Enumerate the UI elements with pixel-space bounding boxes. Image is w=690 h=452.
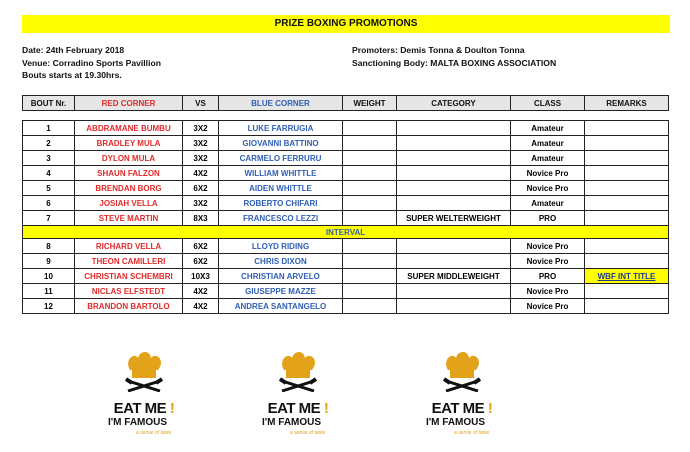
interval-label: INTERVAL (23, 226, 669, 239)
weight (343, 196, 397, 211)
fight-card-header (22, 95, 669, 111)
remarks (585, 166, 669, 181)
weight (343, 121, 397, 136)
col-vs: VS (183, 96, 219, 111)
table-row (23, 211, 669, 226)
bout-number: 2 (23, 136, 75, 151)
remarks (585, 211, 669, 226)
bout-number: 4 (23, 166, 75, 181)
event-venue: Venue: Corradino Sports Pavillion (22, 57, 161, 68)
category (397, 239, 511, 254)
weight (343, 151, 397, 166)
col-blue-corner: BLUE CORNER (219, 96, 343, 111)
bout-number: 11 (23, 284, 75, 299)
chef-hat-icon (276, 348, 320, 392)
sponsor-tagline: a sense of taste (136, 430, 172, 436)
class: PRO (511, 269, 585, 284)
red-corner-boxer: RICHARD VELLA (75, 239, 183, 254)
red-corner-boxer: JOSIAH VELLA (75, 196, 183, 211)
class: Amateur (511, 151, 585, 166)
class: Novice Pro (511, 254, 585, 269)
chef-hat-icon (440, 348, 484, 392)
bout-number: 5 (23, 181, 75, 196)
table-row (23, 269, 669, 284)
bout-number: 10 (23, 269, 75, 284)
blue-corner-boxer: CHRIS DIXON (219, 254, 343, 269)
red-corner-boxer: SHAUN FALZON (75, 166, 183, 181)
sponsor-subtitle: I'M FAMOUS (108, 417, 168, 428)
class: Novice Pro (511, 181, 585, 196)
weight (343, 136, 397, 151)
rounds: 3X2 (183, 151, 219, 166)
red-corner-boxer: NICLAS ELFSTEDT (75, 284, 183, 299)
sponsor-name: EAT ME ! (113, 400, 175, 417)
interval-row (23, 226, 669, 239)
weight (343, 239, 397, 254)
weight (343, 166, 397, 181)
remarks: WBF INT TITLE (585, 269, 669, 284)
bout-number: 1 (23, 121, 75, 136)
table-row (23, 284, 669, 299)
rounds: 4X2 (183, 284, 219, 299)
sponsor-logo (98, 348, 190, 446)
bout-number: 3 (23, 151, 75, 166)
col-remarks: REMARKS (585, 96, 669, 111)
event-date: Date: 24th February 2018 (22, 45, 125, 55)
rounds: 4X2 (183, 299, 219, 314)
red-corner-boxer: THEON CAMILLERI (75, 254, 183, 269)
remarks (585, 196, 669, 211)
sponsor-name: EAT ME ! (267, 400, 329, 417)
event-start-time: Bouts starts at 19.30hrs. (22, 70, 122, 80)
weight (343, 181, 397, 196)
rounds: 6X2 (183, 181, 219, 196)
sponsor-subtitle: I'M FAMOUS (262, 417, 322, 428)
red-corner-boxer: DYLON MULA (75, 151, 183, 166)
weight (343, 269, 397, 284)
remarks (585, 239, 669, 254)
table-row (23, 136, 669, 151)
col-bout-nr: BOUT Nr. (23, 96, 75, 111)
bout-number: 12 (23, 299, 75, 314)
bout-number: 9 (23, 254, 75, 269)
fight-card-table (22, 120, 669, 314)
red-corner-boxer: BRENDAN BORG (75, 181, 183, 196)
bout-number: 8 (23, 239, 75, 254)
col-class: CLASS (511, 96, 585, 111)
blue-corner-boxer: CHRISTIAN ARVELO (219, 269, 343, 284)
bout-number: 6 (23, 196, 75, 211)
rounds: 3X2 (183, 136, 219, 151)
remarks (585, 284, 669, 299)
weight (343, 284, 397, 299)
class: Amateur (511, 196, 585, 211)
blue-corner-boxer: GIOVANNI BATTINO (219, 136, 343, 151)
rounds: 6X2 (183, 254, 219, 269)
weight (343, 211, 397, 226)
red-corner-boxer: STEVE MARTIN (75, 211, 183, 226)
rounds: 6X2 (183, 239, 219, 254)
class: Amateur (511, 121, 585, 136)
organizer-info (352, 44, 556, 69)
blue-corner-boxer: ANDREA SANTANGELO (219, 299, 343, 314)
red-corner-boxer: CHRISTIAN SCHEMBRI (75, 269, 183, 284)
blue-corner-boxer: WILLIAM WHITTLE (219, 166, 343, 181)
page-title: PRIZE BOXING PROMOTIONS (22, 15, 670, 33)
sponsor-logo (252, 348, 344, 446)
table-row (23, 254, 669, 269)
category (397, 284, 511, 299)
sponsor-tagline: a sense of taste (290, 430, 326, 436)
weight (343, 254, 397, 269)
sponsor-name: EAT ME ! (431, 400, 493, 417)
remarks (585, 254, 669, 269)
class: Novice Pro (511, 166, 585, 181)
blue-corner-boxer: CARMELO FERRURU (219, 151, 343, 166)
remarks (585, 181, 669, 196)
col-weight: WEIGHT (343, 96, 397, 111)
category (397, 181, 511, 196)
bout-number: 7 (23, 211, 75, 226)
red-corner-boxer: BRADLEY MULA (75, 136, 183, 151)
col-category: CATEGORY (397, 96, 511, 111)
category (397, 166, 511, 181)
promoters: Promoters: Demis Tonna & Doulton Tonna (352, 45, 525, 55)
chef-hat-icon (122, 348, 166, 392)
rounds: 8X3 (183, 211, 219, 226)
class: Novice Pro (511, 299, 585, 314)
category (397, 136, 511, 151)
sponsor-logo (416, 348, 508, 446)
class: Novice Pro (511, 239, 585, 254)
red-corner-boxer: ABDRAMANE BUMBU (75, 121, 183, 136)
rounds: 3X2 (183, 121, 219, 136)
remarks (585, 299, 669, 314)
class: Amateur (511, 136, 585, 151)
remarks (585, 151, 669, 166)
category (397, 196, 511, 211)
blue-corner-boxer: LUKE FARRUGIA (219, 121, 343, 136)
rounds: 4X2 (183, 166, 219, 181)
weight (343, 299, 397, 314)
red-corner-boxer: BRANDON BARTOLO (75, 299, 183, 314)
category (397, 254, 511, 269)
blue-corner-boxer: ROBERTO CHIFARI (219, 196, 343, 211)
rounds: 3X2 (183, 196, 219, 211)
sanctioning-body: Sanctioning Body: MALTA BOXING ASSOCIATION (352, 57, 557, 68)
blue-corner-boxer: LLOYD RIDING (219, 239, 343, 254)
blue-corner-boxer: GIUSEPPE MAZZE (219, 284, 343, 299)
remarks (585, 121, 669, 136)
category: SUPER WELTERWEIGHT (397, 211, 511, 226)
blue-corner-boxer: FRANCESCO LEZZI (219, 211, 343, 226)
sponsor-subtitle: I'M FAMOUS (426, 417, 486, 428)
table-row (23, 166, 669, 181)
table-row (23, 299, 669, 314)
category: SUPER MIDDLEWEIGHT (397, 269, 511, 284)
category (397, 121, 511, 136)
event-info (22, 44, 161, 82)
table-row (23, 239, 669, 254)
blue-corner-boxer: AIDEN WHITTLE (219, 181, 343, 196)
category (397, 299, 511, 314)
col-red-corner: RED CORNER (75, 96, 183, 111)
table-row (23, 121, 669, 136)
table-row (23, 196, 669, 211)
class: Novice Pro (511, 284, 585, 299)
rounds: 10X3 (183, 269, 219, 284)
category (397, 151, 511, 166)
class: PRO (511, 211, 585, 226)
table-row (23, 181, 669, 196)
sponsor-tagline: a sense of taste (454, 430, 490, 436)
table-row (23, 151, 669, 166)
remarks (585, 136, 669, 151)
